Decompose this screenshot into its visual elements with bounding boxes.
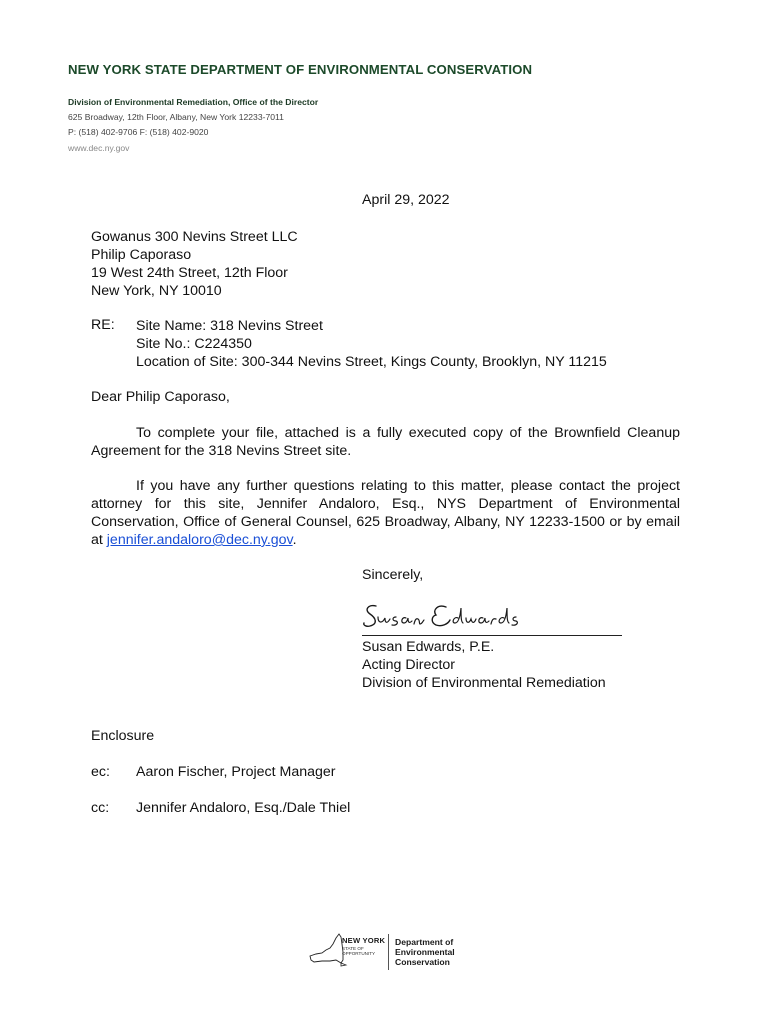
re-site-number: Site No.: C224350 [136, 336, 252, 352]
re-label: RE: [91, 317, 115, 333]
signer-title: Acting Director [362, 657, 456, 673]
footer-tagline-1: STATE OF [342, 946, 364, 951]
enclosure-note: Enclosure [91, 728, 155, 744]
recipient-name: Philip Caporaso [91, 247, 192, 263]
body-paragraph-1: To complete your file, attached is a fully executed copy of the Brownfield Cleanup Agreement for the 318 Nevins Street site. [91, 425, 680, 459]
footer-dept-1: Department of [395, 937, 454, 947]
footer-dept-2: Environmental [395, 947, 455, 957]
footer-divider [388, 934, 389, 970]
letterhead-website[interactable]: www.dec.ny.gov [68, 142, 130, 153]
letterhead-division: Division of Environmental Remediation, Office of the Director [68, 97, 319, 107]
footer-state-name: NEW YORK [342, 936, 386, 945]
re-block [136, 317, 607, 371]
re-site-name: Site Name: 318 Nevins Street [136, 318, 323, 334]
footer-dept-3: Conservation [395, 957, 450, 967]
paragraph-2-text: If you have any further questions relating to this matter, please contact the project attorney for this site, Jennifer Andaloro, Esq., NYS Department of Environmental Conservation, Office of General Counsel, 625 Broadway, Albany, NY 12233-1500 or by email at [91, 478, 680, 548]
body-paragraph-2 [91, 477, 680, 549]
ec-recipient: Aaron Fischer, Project Manager [136, 764, 336, 780]
cc-label: cc: [91, 800, 110, 816]
email-link[interactable]: jennifer.andaloro@dec.ny.gov [106, 532, 293, 548]
letterhead-title: NEW YORK STATE DEPARTMENT OF ENVIRONMENTAL CONSERVATION [68, 62, 533, 77]
recipient-address [91, 228, 298, 300]
letterhead-address: 625 Broadway, 12th Floor, Albany, New York 12233-7011 [68, 112, 284, 123]
signer-name: Susan Edwards, P.E. [362, 639, 495, 655]
recipient-street: 19 West 24th Street, 12th Floor [91, 265, 288, 281]
recipient-company: Gowanus 300 Nevins Street LLC [91, 229, 298, 245]
letter-date: April 29, 2022 [362, 192, 450, 208]
footer-tagline [342, 946, 375, 956]
signer-division: Division of Environmental Remediation [362, 675, 606, 691]
re-site-location: Location of Site: 300-344 Nevins Street, Kings County, Brooklyn, NY 11215 [136, 354, 607, 370]
handwritten-signature [362, 598, 522, 634]
paragraph-2-end: . [292, 532, 297, 548]
signature-line [362, 635, 622, 636]
salutation: Dear Philip Caporaso, [91, 389, 230, 405]
ec-label: ec: [91, 764, 110, 780]
footer-department [395, 937, 455, 967]
footer-tagline-2: OPPORTUNITY [342, 951, 376, 956]
letterhead-details [68, 95, 318, 156]
letterhead-phone-fax: P: (518) 402-9706 F: (518) 402-9020 [68, 127, 209, 138]
recipient-city: New York, NY 10010 [91, 283, 222, 299]
signer-block [362, 638, 606, 692]
closing: Sincerely, [362, 567, 424, 583]
cc-recipient: Jennifer Andaloro, Esq./Dale Thiel [136, 800, 351, 816]
